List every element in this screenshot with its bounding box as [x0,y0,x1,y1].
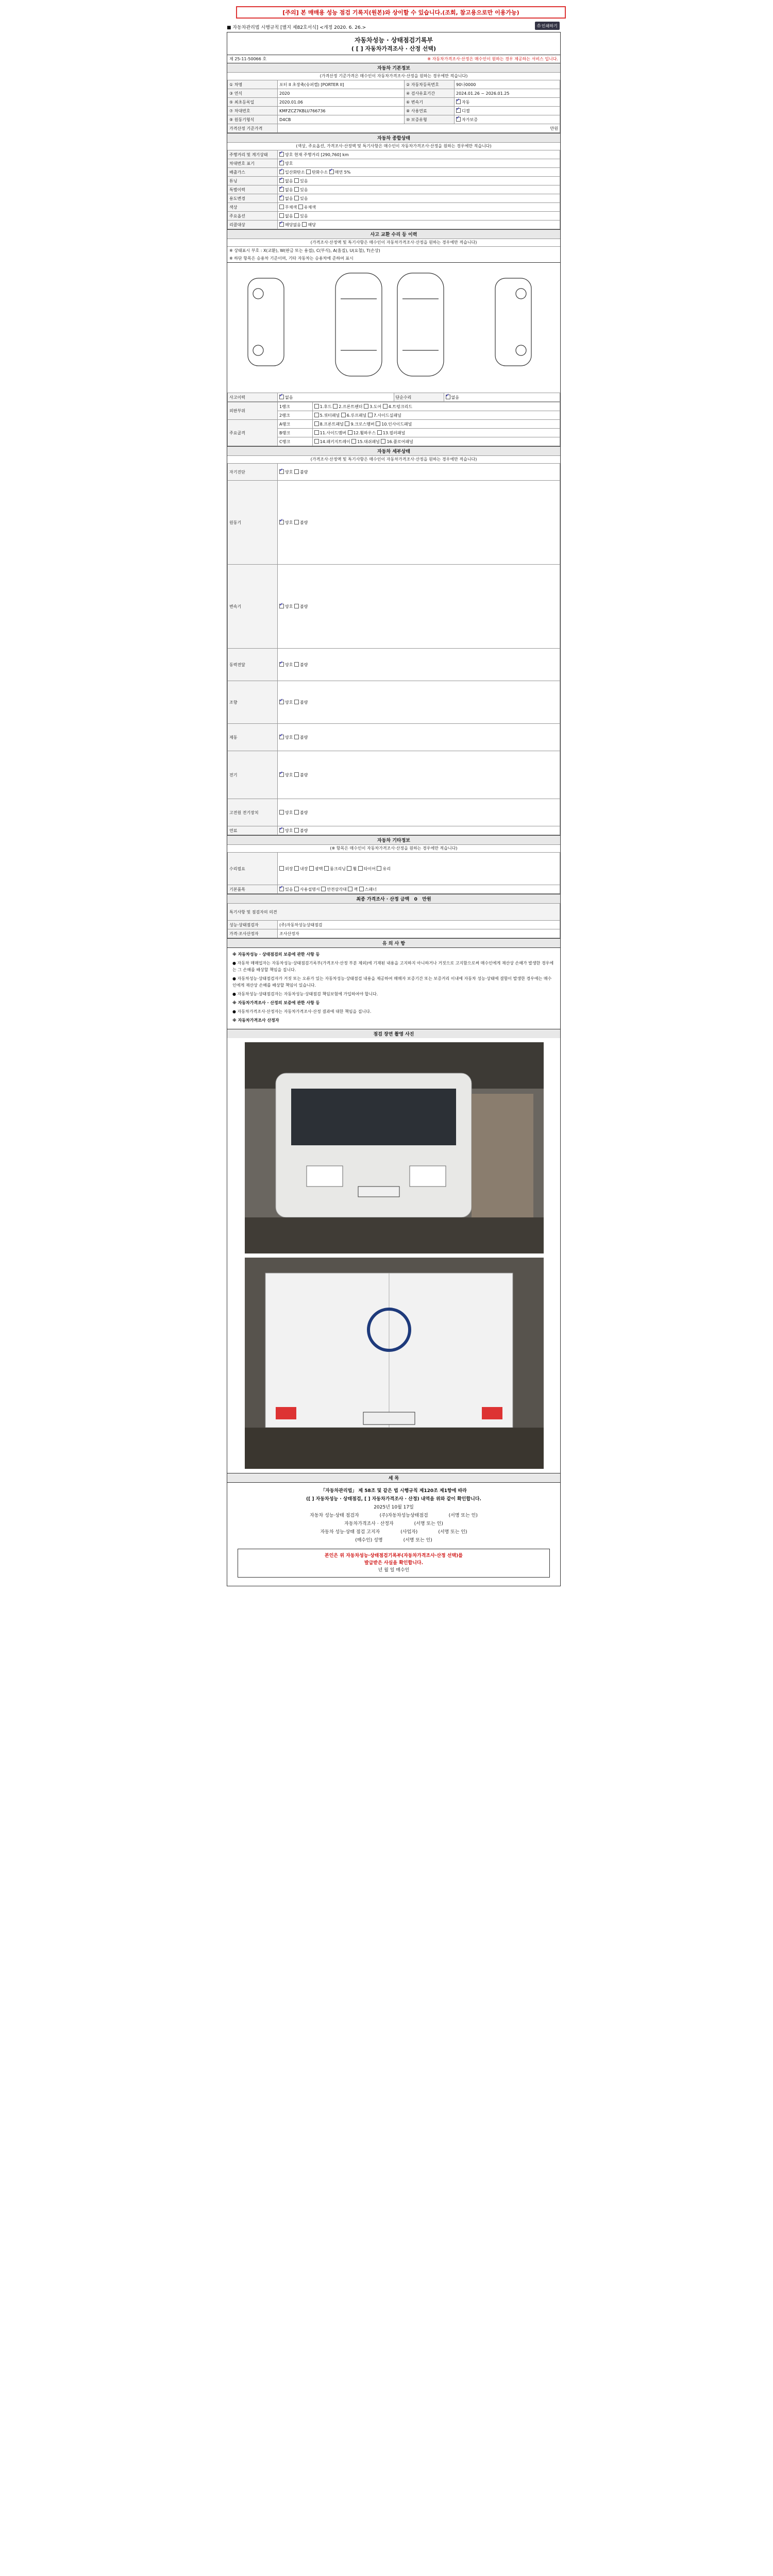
sign-line1: 「자동차관리법」 제 58조 및 같은 법 시행규칙 제120조 제1항에 따라 [321,1488,467,1494]
status-color-label: 색상 [228,203,278,212]
outer-frame-table [227,402,560,446]
detail-section-note: (가격조사·산정액 및 특기사항은 매수인이 자동차가격조사·산정을 원하는 경우에만 적습니다) [227,455,560,463]
detail-group-hv: 고전원 전기장치 [228,799,278,826]
simple-repair-value: ✓ 없음 [444,393,560,402]
frame-label: 주요골격 [228,420,278,446]
basic-info-table [227,80,560,133]
value-engine: D4CB [278,115,405,124]
signer1-label: 자동차 성능·상태 점검자 [310,1513,359,1518]
print-button[interactable] [535,22,560,30]
rankB-items: 11.사이드멤버 12.휠하우스 13.필러패널 [312,429,560,437]
doc-subtitle: ( [ ] 자동차가격조사 · 산정 선택) [351,45,436,52]
status-odometer-label: 주행거리 및 계기상태 [228,150,278,159]
print-label: 인쇄하기 [541,23,558,28]
detail-table [227,463,560,835]
rank2-items: 5.쿼터패널 6.루프패널 7.사이드실패널 [312,411,560,420]
status-tuning-label: 튜닝 [228,177,278,185]
rank2-label: 2랭크 [278,411,313,420]
signer3-mark: (서명 또는 인) [438,1530,467,1535]
signer1-value: (주)자동차성능상태점검 [379,1513,428,1518]
form-number: ■ 자동차관리법 시행규칙 [별지 제82호서식] <개정 2020. 6. 26.> [227,25,366,30]
sign-line2: ([ ] 자동차성능 · 상태점검, [ ] 자동차가격조사 · 산정) 내역을 위와 같이 확인합니다. [306,1497,481,1502]
status-vin-label: 차대번호 표기 [228,159,278,168]
value-first-reg: 2020.01.06 [278,98,405,107]
accident-value: ✓ 없음 [278,393,394,402]
basic-section-title: 자동차 기본정보 [227,63,560,72]
basic-section-note: (가격산정 기준가격은 매수인이 자동차가격조사·산정을 원하는 경우에만 적습니다) [227,72,560,80]
signer3-value: (사업자) [400,1530,418,1535]
status-recall-label: 리콜대상 [228,221,278,229]
doc-note: ※ 자동차가격조사·산정은 매수인이 원하는 경우 제공하는 서비스 입니다. [427,57,558,61]
value-inspection-period: 2024.01.26 ~ 2026.01.25 [455,89,560,98]
status-history-label: 특별이력 [228,185,278,194]
car-bottom-view [397,273,444,376]
diagram-section-title: 사고 교환 수리 등 이력 [227,229,560,239]
detail-fuel-status: ✓ 양호 불량 [278,826,560,835]
diagram-section-note: (가격조사·산정액 및 특기사항은 매수인이 자동차가격조사·산정을 원하는 경우에만 적습니다) [227,239,560,246]
footer-box [238,1549,550,1578]
detail-drivetrain-status: ✓ 양호 불량 [278,649,560,681]
detail-electric-status: ✓ 양호 불량 [278,751,560,799]
diagram-legend2: ※ 하단 항목은 승용차 기준이며, 기타 자동차는 승용차에 준하여 표시 [229,256,354,261]
rankA-items: 8.프론트패널 9.크로스멤버 10.인사이드패널 [312,420,560,429]
outer-label: 외판부위 [228,402,278,420]
etc-table [227,852,560,894]
status-color-value: 무채색 유채색 [278,203,560,212]
price-section-title: 최종 가격조사 · 산정 금액 0 만원 [227,894,560,903]
label-vin: ⑦ 차대번호 [228,107,278,115]
rankB-label: B랭크 [278,429,313,437]
special-price-label: 가격·조사산정자 [228,929,278,938]
truck-front-image [245,1042,544,1253]
label-car-name: ① 차명 [228,80,278,89]
car-diagram [227,262,560,393]
footer-line3: 년 월 일 매수인 [378,1568,410,1573]
car-outline-svg [227,263,560,393]
sign-date: 2025년 10월 17일 [374,1505,414,1510]
rankA-label: A랭크 [278,420,313,429]
special-price-value: 조사산정자 [278,929,560,938]
special-inspector-label: 성능·상태점검자 [228,921,278,929]
detail-steering-status: ✓ 양호 불량 [278,681,560,724]
detail-group-drivetrain: 동력전달 [228,649,278,681]
detail-diag-status: ✓ 양호 불량 [278,464,560,481]
notice-body [227,947,560,1029]
etc-basic-value: ✓ 있음 사용설명서 안전삼각대 잭 스패너 [278,885,560,894]
label-engine: ⑨ 원동기형식 [228,115,278,124]
notice-subtitle3: ※ 자동차가격조사 산정자 [232,1018,279,1023]
detail-group-transmission: 변속기 [228,565,278,649]
status-emission-value: ✓ 일산화탄소 탄화수소 ✓매연 5% [278,168,560,177]
diagram-legend: ※ 상태표시 부호 : X(교환), W(판금 또는 용접), C(부식), A(흠집), U(요철), T(손상) [227,246,560,255]
special-table [227,903,560,938]
label-plate: ② 자동차등록번호 [405,80,455,89]
signer3-label: 자동차 성능·상태 점검 고지자 [320,1530,380,1535]
label-warranty: ⑩ 보증유형 [405,115,455,124]
notice-title: 유 의 사 항 [227,938,560,947]
simple-repair-label: 단순수리 [394,393,444,402]
label-inspection-period: ④ 검사유효기간 [405,89,455,98]
value-plate: 90나0000 [455,80,560,89]
etc-section-title: 자동차 기타정보 [227,835,560,844]
etc-basic-label: 기본품목 [228,885,278,894]
detail-group-steering: 조향 [228,681,278,724]
printer-icon: ⎙ [537,23,541,28]
status-usage-value: ✓ 없음 있음 [278,194,560,203]
accident-table [227,393,560,402]
notice-subtitle1: ※ 자동차성능 · 상태점검의 보증에 관한 사항 등 [232,952,320,957]
status-tuning-value: ✓ 없음 있음 [278,177,560,185]
etc-repair-label: 수리필요 [228,853,278,885]
signer2-mark: (서명 또는 인) [414,1521,443,1527]
value-base-price: 만원 [278,124,560,133]
detail-group-diag: 자기진단 [228,464,278,481]
photo-rear [245,1258,544,1469]
doc-title: 자동차성능 · 상태점검기록부 [354,37,433,44]
value-year: 2020 [278,89,405,98]
detail-hv-status: 양호 불량 [278,799,560,826]
bottom-legend-title: 세 목 [227,1473,560,1482]
detail-section-title: 자동차 세부상태 [227,446,560,455]
accident-label: 사고이력 [228,393,278,402]
value-warranty: ✓ 자가보증 [455,115,560,124]
label-transmission: ⑥ 변속기 [405,98,455,107]
rank1-items: 1.후드 2.프론트펜더 3.도어 4.트렁크리드 [312,402,560,411]
notice-p2: ● 자동차성능·상태점검자가 거짓 또는 오류가 있는 자동차성능·상태점검 내용을 제공하여 매매자 보증기간 또는 보증거리 이내에 자동차 성능·상태에 결함이 발생한 경우에는 매수인에게 재산상 손해를 배상할 책임이 있습니다. [232,976,552,988]
status-emission-label: 배출가스 [228,168,278,177]
truck-rear-image [245,1258,544,1469]
detail-group-brake: 제동 [228,724,278,751]
value-fuel: ✓ 디젤 [455,107,560,115]
label-first-reg: ⑤ 최초등록일 [228,98,278,107]
detail-engine-status: ✓ 양호 불량 [278,481,560,565]
photo-front [245,1042,544,1253]
value-vin: KMFZCZ7KBLU766736 [278,107,405,115]
rankC-label: C랭크 [278,437,313,446]
label-base-price: 가격산정 기준가격 [228,124,278,133]
status-history-value: ✓ 없음 있음 [278,185,560,194]
detail-brake-status: ✓ 양호 불량 [278,724,560,751]
notice-p3: ● 자동차성능·상태점검자는 자동차성능·상태점검 책임보험에 가입하여야 합니다. [232,992,378,996]
detail-group-fuel: 연료 [228,826,278,835]
photo-section-title: 점검 장면 촬영 사진 [227,1029,560,1038]
status-section-title: 자동차 종합상태 [227,133,560,142]
signature-block [227,1482,560,1586]
status-recall-value: ✓ 해당없음 해당 [278,221,560,229]
footer-line1: 본인은 위 자동차성능·상태점검기록부(자동차가격조사·산정 선택)를 [325,1553,463,1558]
status-vin-value: ✓ 양호 [278,159,560,168]
status-table [227,150,560,229]
signer2-label: 자동차가격조사 · 산정자 [344,1521,394,1527]
signer1-mark: (서명 또는 인) [448,1513,478,1518]
status-section-note: (색상, 주요옵션, 가격조사·산정액 및 특기사항은 매수인이 자동차가격조사·산정을 원하는 경우에만 적습니다) [227,142,560,150]
detail-group-electric: 전기 [228,751,278,799]
status-odometer-value: ✓ 양호 현재 주행거리 [290,760] km [278,150,560,159]
special-inspector-value: (주)자동차성능상태점검 [278,921,560,929]
detail-group-engine: 원동기 [228,481,278,565]
status-options-value: 없음 있음 [278,212,560,221]
status-options-label: 주요옵션 [228,212,278,221]
footer-line2: 발급받은 사실을 확인합니다. [364,1561,423,1566]
car-top-view [335,273,382,376]
notice-subtitle2: ※ 자동차가격조사 · 산정의 보증에 관한 사항 등 [232,1001,320,1005]
status-usage-label: 용도변경 [228,194,278,203]
notice-p4: ● 자동차가격조사·산정자는 자동차가격조사·산정 결과에 대한 책임을 집니다. [232,1009,372,1014]
value-transmission: ✓ 자동 [455,98,560,107]
etc-section-note: (※ 항목은 매수인이 자동차가격조사·산정을 원하는 경우에만 적습니다) [227,844,560,852]
notice-p1: ● 자동차 매매업자는 자동차성능·상태점검기록부(가격조사·산정 부분 제외)에 기재된 내용을 고지하지 아니하거나 거짓으로 고지함으로써 매수인에게 재산상 손해가 발생한 경우에는 그 손해를 배상할 책임을 집니다. [232,961,554,972]
receiver-mark: (서명 또는 인) [403,1538,432,1543]
label-fuel: ⑧ 사용연료 [405,107,455,115]
rank1-label: 1랭크 [278,402,313,411]
special-title: 특기사항 및 점검자의 의견 [228,904,560,921]
value-car-name: 포터 II 초장축(슈퍼캡) [PORTER II] [278,80,405,89]
warning-banner: [주의] 본 매매용 성능 점검 기록지(원본)와 상이할 수 있습니다.(조회, 참고용으로만 이용가능) [236,6,566,19]
etc-repair-value: 외장 내장 광택 룸크리닝 휠 타이어 유리 [278,853,560,885]
label-year: ③ 연식 [228,89,278,98]
doc-number: 제 25-11-50066 호 [229,57,267,61]
receiver-label: (매수인) 성명 [355,1538,383,1543]
detail-transmission-status: ✓ 양호 불량 [278,565,560,649]
rankC-items: 14.패키지트레이 15.대쉬패널 16.플로어패널 [312,437,560,446]
inspection-document [227,32,561,1586]
